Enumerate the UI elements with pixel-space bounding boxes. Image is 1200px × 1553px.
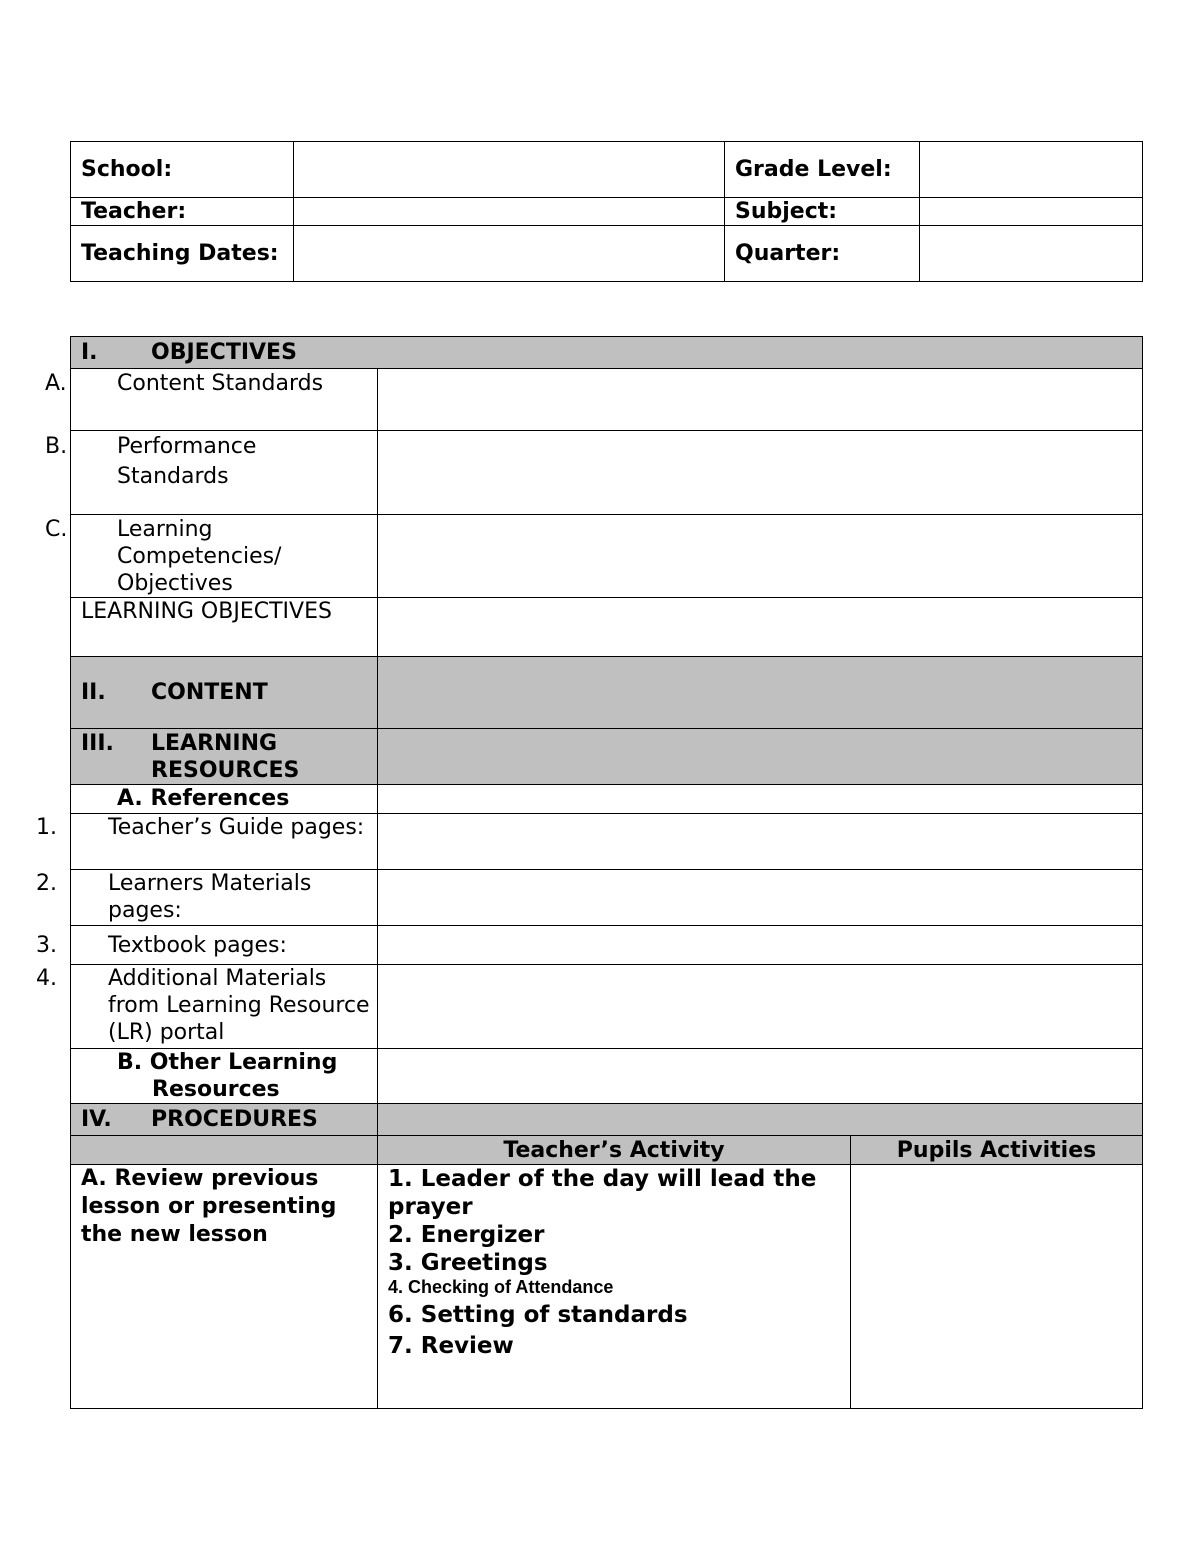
learners-materials-value[interactable] [378, 870, 1143, 926]
procedures-section-num: IV. [81, 1107, 112, 1132]
textbook-num: 3. [36, 932, 57, 958]
content-standards-num: A. [45, 371, 67, 396]
objectives-section-num: I. [81, 340, 98, 365]
other-resources-row [71, 1049, 1143, 1104]
learning-objectives-label: LEARNING OBJECTIVES [81, 599, 332, 624]
textbook-value[interactable] [378, 926, 1143, 965]
learning-resources-header-row [71, 729, 1143, 785]
grade-level-value[interactable] [920, 142, 1143, 198]
review-num: A. [81, 1166, 107, 1191]
school-label: School: [71, 142, 294, 198]
objectives-section-title: OBJECTIVES [151, 340, 297, 365]
textbook-row [71, 926, 1143, 965]
school-value[interactable] [294, 142, 725, 198]
quarter-label: Quarter: [725, 226, 920, 282]
additional-materials-num: 4. [36, 966, 57, 991]
activity-item: 4. Checking of Attendance [388, 1277, 614, 1297]
activity-header-row [71, 1136, 1143, 1165]
learning-competencies-label: Learning Competencies/ Objectives [117, 517, 282, 596]
header-table [70, 141, 1143, 282]
subject-label: Subject: [725, 198, 920, 226]
other-resources-label: B. Other Learning Resources [117, 1050, 338, 1102]
learning-competencies-row [71, 515, 1143, 598]
teachers-guide-label: Teacher’s Guide pages: [108, 815, 365, 840]
teachers-guide-num: 1. [36, 815, 57, 840]
activity-item: 2. Energizer [388, 1222, 545, 1248]
learning-resources-section-title: LEARNING RESOURCES [151, 731, 300, 783]
grade-level-label: Grade Level: [725, 142, 920, 198]
activity-item: 3. Greetings [388, 1250, 548, 1276]
pupils-activities-header: Pupils Activities [851, 1136, 1143, 1165]
performance-standards-num: B. [45, 434, 68, 459]
performance-standards-label: Performance Standards [117, 434, 257, 489]
additional-materials-value[interactable] [378, 965, 1143, 1049]
references-label: A. References [71, 785, 378, 814]
learning-objectives-value[interactable] [378, 598, 1143, 657]
lesson-plan-table [36, 336, 1143, 1409]
procedures-section-title: PROCEDURES [151, 1107, 318, 1132]
teacher-activity-header: Teacher’s Activity [378, 1136, 851, 1165]
learners-materials-label: Learners Materials pages: [108, 871, 312, 923]
pupils-activities-cell[interactable] [851, 1165, 1143, 1409]
procedures-header-row [71, 1104, 1143, 1136]
objectives-header-row [71, 337, 1143, 369]
teacher-activity-cell[interactable] [378, 1165, 851, 1409]
additional-materials-label: Additional Materials from Learning Resource (LR) portal [108, 966, 370, 1045]
activity-item: 1. Leader of the day will lead the prayer [388, 1166, 817, 1220]
content-value[interactable] [378, 657, 1143, 729]
activity-item: 6. Setting of standards [388, 1302, 688, 1328]
textbook-label: Textbook pages: [108, 932, 287, 958]
additional-materials-row [71, 965, 1143, 1049]
performance-standards-value[interactable] [378, 431, 1143, 515]
performance-standards-row [71, 431, 1143, 515]
procedures-value[interactable] [378, 1104, 1143, 1136]
teaching-dates-value[interactable] [294, 226, 725, 282]
quarter-value[interactable] [920, 226, 1143, 282]
learning-objectives-row [71, 598, 1143, 657]
teaching-dates-label: Teaching Dates: [71, 226, 294, 282]
review-row [71, 1165, 1143, 1409]
content-standards-label: Content Standards [117, 371, 324, 396]
learners-materials-num: 2. [36, 871, 57, 896]
review-label: Review previous lesson or presenting the new lesson [81, 1166, 337, 1247]
content-header-row [71, 657, 1143, 729]
activity-item: 7. Review [388, 1333, 514, 1359]
subject-value[interactable] [920, 198, 1143, 226]
references-value[interactable] [378, 785, 1143, 814]
content-standards-row [71, 369, 1143, 431]
learning-resources-value[interactable] [378, 729, 1143, 785]
learners-materials-row [71, 870, 1143, 926]
learning-competencies-value[interactable] [378, 515, 1143, 598]
teacher-value[interactable] [294, 198, 725, 226]
learning-competencies-num: C. [45, 517, 68, 542]
teachers-guide-row [71, 814, 1143, 870]
content-section-title: CONTENT [151, 680, 268, 705]
content-standards-value[interactable] [378, 369, 1143, 431]
content-section-num: II. [81, 680, 106, 705]
teacher-label: Teacher: [71, 198, 294, 226]
learning-resources-section-num: III. [81, 731, 114, 756]
references-row [71, 785, 1143, 814]
other-resources-value[interactable] [378, 1049, 1143, 1104]
teachers-guide-value[interactable] [378, 814, 1143, 870]
